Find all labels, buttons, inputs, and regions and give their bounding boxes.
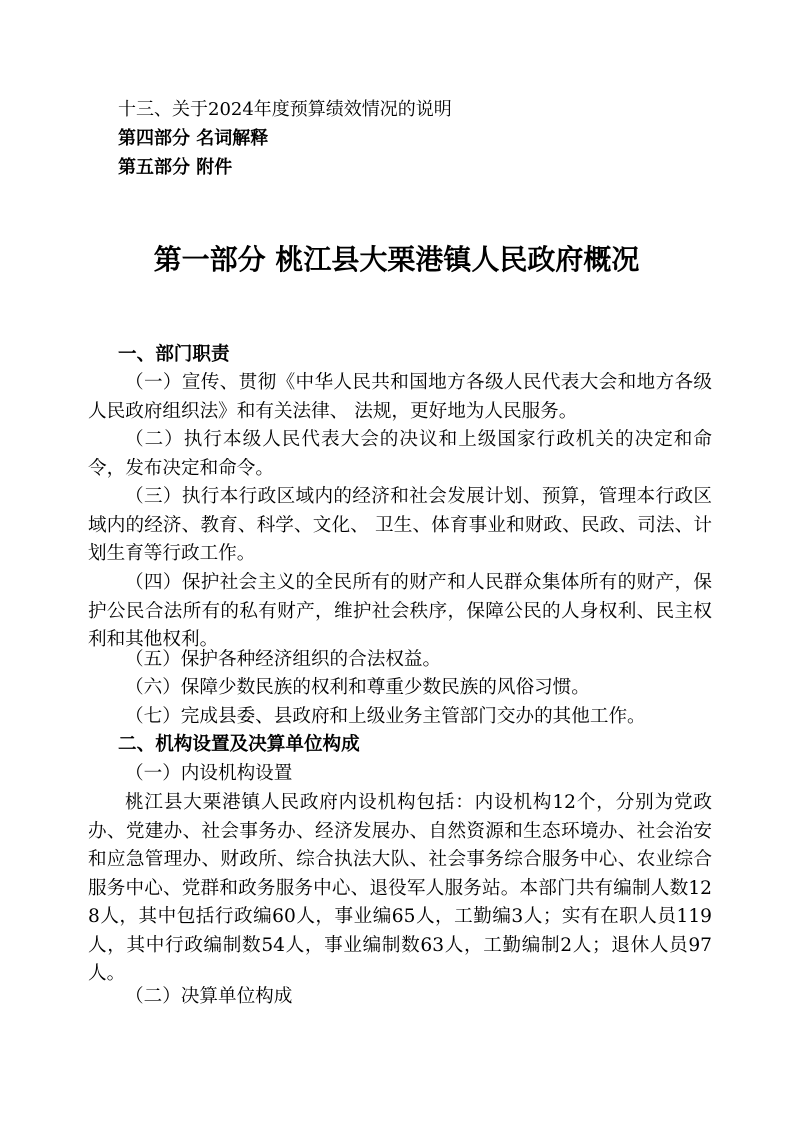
section-2-heading: 二、机构设置及决算单位构成 bbox=[118, 734, 360, 755]
section-1-heading: 一、部门职责 bbox=[118, 344, 230, 365]
duty-item-4: （四）保护社会主义的全民所有的财产和人民群众集体所有的财产，保护公民合法所有的私有财产，维护社会秩序，保障公民的人身权利、民主权利和其他权利。 bbox=[88, 572, 712, 650]
duty-item-6: （六）保障少数民族的权利和尊重少数民族的风俗习惯。 bbox=[125, 677, 590, 698]
duty-item-2: （二）执行本级人民代表大会的决议和上级国家行政机关的决定和命令，发布决定和命令。 bbox=[88, 429, 712, 479]
duty-item-1: （一）宣传、贯彻《中华人民共和国地方各级人民代表大会和地方各级人民政府组织法》和有关法律、 法规，更好地为人民服务。 bbox=[88, 372, 712, 422]
duty-item-7: （七）完成县委、县政府和上级业务主管部门交办的其他工作。 bbox=[125, 706, 646, 727]
toc-item-13: 十三、关于2024年度预算绩效情况的说明 bbox=[118, 99, 452, 120]
section-2-body: 桃江县大栗港镇人民政府内设机构包括：内设机构12个，分别为党政办、党建办、社会事务办、经济发展办、自然资源和生态环境办、社会治安和应急管理办、财政所、综合执法大队、社会事务综合服务中心、农业综合服务中心、党群和政务服务中心、退役军人服务站。本部门共有编制人数128人，其中包括行政编60人，事业编65人，工勤编3人；实有在职人员119人，其中行政编制数54人，事业编制数63人，工勤编制2人；退休人员97人。 bbox=[88, 792, 712, 984]
section-2-sub-2: （二）决算单位构成 bbox=[125, 986, 293, 1007]
page-title: 第一部分 桃江县大栗港镇人民政府概况 bbox=[153, 243, 640, 276]
duty-item-5: （五）保护各种经济组织的合法权益。 bbox=[125, 649, 442, 670]
duty-item-3: （三）执行本行政区域内的经济和社会发展计划、预算，管理本行政区域内的经济、教育、科学、文化、 卫生、体育事业和财政、民政、司法、计划生育等行政工作。 bbox=[88, 486, 712, 564]
section-2-sub-1: （一）内设机构设置 bbox=[125, 763, 293, 784]
toc-part-4: 第四部分 名词解释 bbox=[118, 128, 269, 149]
toc-part-5: 第五部分 附件 bbox=[118, 157, 233, 178]
